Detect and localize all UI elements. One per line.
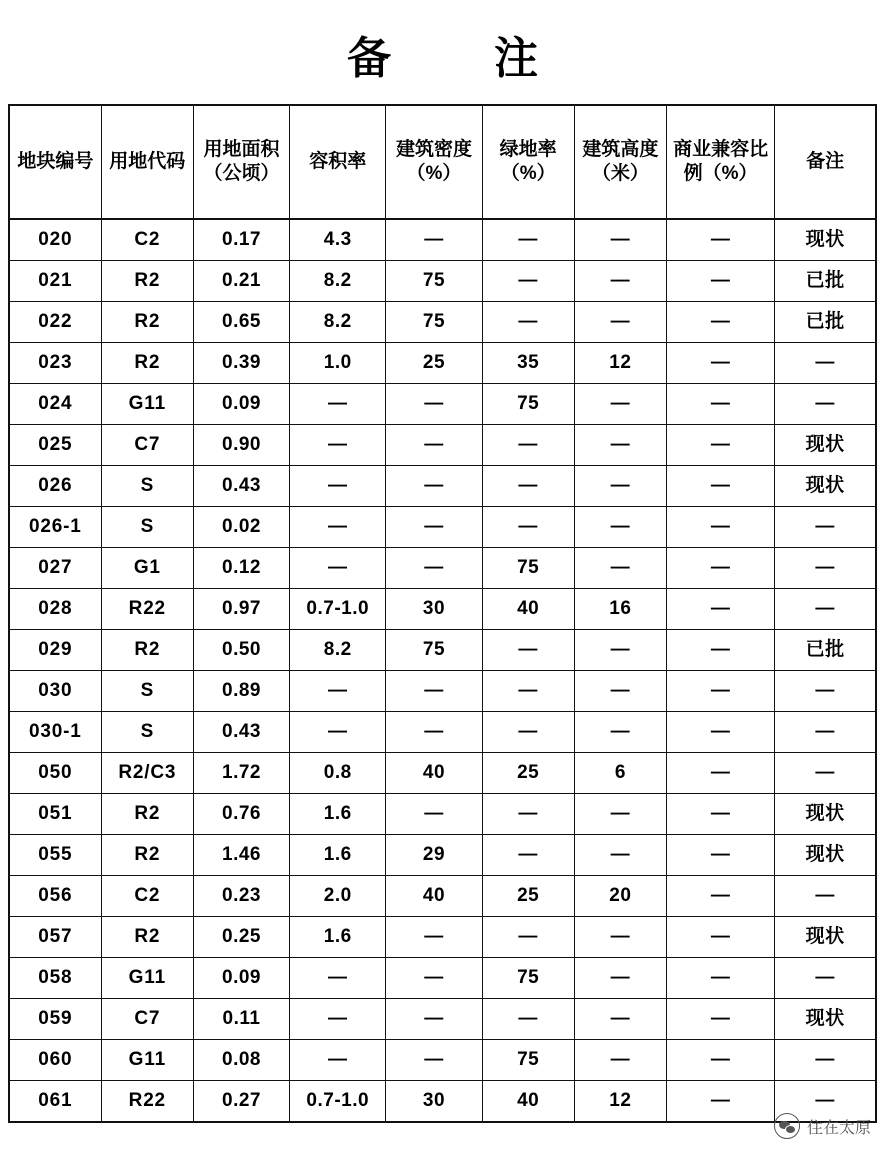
- table-row: [9, 343, 876, 384]
- table-cell: C2: [101, 876, 193, 917]
- column-header-label: 用地代码: [109, 150, 186, 172]
- table-cell: —: [482, 999, 574, 1040]
- table-cell: —: [775, 958, 876, 999]
- table-row: [9, 425, 876, 466]
- table-cell: 1.6: [290, 917, 386, 958]
- table-row: [9, 671, 876, 712]
- table-cell: —: [666, 794, 774, 835]
- table-cell: 0.7-1.0: [290, 589, 386, 630]
- table-cell: 75: [482, 1040, 574, 1081]
- table-cell: —: [775, 507, 876, 548]
- table-cell: 0.8: [290, 753, 386, 794]
- table-cell: —: [574, 712, 666, 753]
- table-cell: —: [386, 466, 482, 507]
- table-cell: —: [482, 794, 574, 835]
- table-cell: 40: [386, 876, 482, 917]
- table-cell: 12: [574, 1081, 666, 1123]
- table-row: [9, 999, 876, 1040]
- table-cell: 1.46: [193, 835, 289, 876]
- table-row: [9, 302, 876, 343]
- table-cell: 020: [9, 219, 101, 261]
- table-cell: 021: [9, 261, 101, 302]
- table-cell: G11: [101, 958, 193, 999]
- table-row: [9, 712, 876, 753]
- table-cell: S: [101, 671, 193, 712]
- table-cell: —: [666, 384, 774, 425]
- table-cell: —: [775, 671, 876, 712]
- table-row: [9, 219, 876, 261]
- table-cell: —: [775, 384, 876, 425]
- table-cell: —: [666, 712, 774, 753]
- table-cell: 0.43: [193, 712, 289, 753]
- table-cell: 现状: [775, 219, 876, 261]
- table-cell: —: [666, 261, 774, 302]
- table-cell: —: [482, 261, 574, 302]
- table-cell: —: [290, 671, 386, 712]
- wechat-icon: [774, 1113, 800, 1139]
- table-cell: —: [574, 958, 666, 999]
- table-row: [9, 507, 876, 548]
- table-cell: —: [775, 876, 876, 917]
- table-cell: S: [101, 466, 193, 507]
- table-cell: —: [386, 671, 482, 712]
- table-cell: —: [574, 999, 666, 1040]
- table-cell: 40: [386, 753, 482, 794]
- table-cell: 030: [9, 671, 101, 712]
- table-cell: —: [666, 507, 774, 548]
- table-header-row: [9, 105, 876, 219]
- table-cell: —: [574, 219, 666, 261]
- table-cell: —: [386, 507, 482, 548]
- column-header-land-code: [101, 105, 193, 219]
- table-cell: —: [775, 753, 876, 794]
- table-cell: 20: [574, 876, 666, 917]
- table-cell: 0.27: [193, 1081, 289, 1123]
- table-cell: —: [290, 958, 386, 999]
- table-cell: 75: [386, 261, 482, 302]
- table-cell: 051: [9, 794, 101, 835]
- table-cell: —: [666, 630, 774, 671]
- table-row: [9, 794, 876, 835]
- table-cell: 已批: [775, 261, 876, 302]
- table-cell: —: [482, 219, 574, 261]
- table-cell: —: [290, 548, 386, 589]
- table-cell: —: [775, 712, 876, 753]
- table-cell: —: [574, 548, 666, 589]
- table-body: [9, 219, 876, 1122]
- table-cell: —: [290, 507, 386, 548]
- table-cell: 35: [482, 343, 574, 384]
- footer-label: 住在太原: [806, 1119, 871, 1137]
- table-cell: 061: [9, 1081, 101, 1123]
- table-cell: R2: [101, 917, 193, 958]
- table-cell: 024: [9, 384, 101, 425]
- table-cell: —: [482, 466, 574, 507]
- column-header-label: 容积率: [309, 150, 367, 172]
- table-cell: —: [775, 343, 876, 384]
- table-cell: 0.65: [193, 302, 289, 343]
- table-row: [9, 835, 876, 876]
- column-header-label: 商业兼容比例（%）: [673, 138, 769, 184]
- table-cell: —: [482, 302, 574, 343]
- table-cell: 050: [9, 753, 101, 794]
- table-cell: —: [666, 917, 774, 958]
- table-cell: 0.39: [193, 343, 289, 384]
- table-row: [9, 958, 876, 999]
- table-cell: 0.76: [193, 794, 289, 835]
- table-cell: 0.21: [193, 261, 289, 302]
- table-cell: S: [101, 507, 193, 548]
- table-cell: 现状: [775, 794, 876, 835]
- table-cell: 028: [9, 589, 101, 630]
- table-cell: —: [574, 630, 666, 671]
- table-row: [9, 548, 876, 589]
- table-cell: G11: [101, 384, 193, 425]
- footer-watermark: [774, 1113, 871, 1139]
- table-cell: —: [574, 261, 666, 302]
- table-cell: C2: [101, 219, 193, 261]
- table-cell: —: [482, 425, 574, 466]
- table-cell: —: [574, 1040, 666, 1081]
- table-cell: R2: [101, 261, 193, 302]
- table-cell: 1.72: [193, 753, 289, 794]
- table-cell: —: [666, 548, 774, 589]
- table-cell: 8.2: [290, 261, 386, 302]
- table-cell: 2.0: [290, 876, 386, 917]
- table-cell: 0.17: [193, 219, 289, 261]
- table-cell: 0.12: [193, 548, 289, 589]
- table-row: [9, 876, 876, 917]
- table-cell: 060: [9, 1040, 101, 1081]
- table-cell: —: [386, 219, 482, 261]
- table-cell: R22: [101, 1081, 193, 1123]
- column-header-land-area: [193, 105, 289, 219]
- table-cell: 25: [386, 343, 482, 384]
- table-cell: 0.11: [193, 999, 289, 1040]
- table-cell: 75: [482, 958, 574, 999]
- table-cell: 0.25: [193, 917, 289, 958]
- table-cell: 6: [574, 753, 666, 794]
- table-cell: 0.23: [193, 876, 289, 917]
- table-cell: 16: [574, 589, 666, 630]
- table-cell: 75: [482, 548, 574, 589]
- table-cell: 0.43: [193, 466, 289, 507]
- table-cell: 现状: [775, 425, 876, 466]
- table-cell: 027: [9, 548, 101, 589]
- table-header: [9, 105, 876, 219]
- table-cell: —: [666, 958, 774, 999]
- table-cell: 75: [482, 384, 574, 425]
- table-cell: 现状: [775, 999, 876, 1040]
- table-cell: —: [386, 548, 482, 589]
- column-header-label: 用地面积（公顷）: [203, 138, 280, 184]
- table-cell: —: [574, 302, 666, 343]
- table-cell: 055: [9, 835, 101, 876]
- table-cell: C7: [101, 999, 193, 1040]
- column-header-commercial-ratio: [666, 105, 774, 219]
- table-cell: —: [666, 1081, 774, 1123]
- table-cell: 75: [386, 302, 482, 343]
- table-cell: —: [386, 794, 482, 835]
- table-cell: 0.50: [193, 630, 289, 671]
- table-cell: 023: [9, 343, 101, 384]
- table-cell: —: [574, 835, 666, 876]
- table-cell: —: [775, 1040, 876, 1081]
- table-cell: 75: [386, 630, 482, 671]
- table-row: [9, 1081, 876, 1123]
- table-cell: 0.09: [193, 384, 289, 425]
- table-cell: —: [482, 507, 574, 548]
- table-cell: —: [666, 466, 774, 507]
- table-cell: R2: [101, 343, 193, 384]
- table-cell: —: [482, 835, 574, 876]
- table-cell: R2: [101, 630, 193, 671]
- page-title: 备 注: [347, 34, 584, 83]
- table-row: [9, 917, 876, 958]
- table-cell: 30: [386, 1081, 482, 1123]
- table-row: [9, 261, 876, 302]
- table-cell: —: [666, 835, 774, 876]
- table-cell: 057: [9, 917, 101, 958]
- table-cell: —: [386, 384, 482, 425]
- table-cell: 0.90: [193, 425, 289, 466]
- table-cell: —: [574, 425, 666, 466]
- table-cell: 029: [9, 630, 101, 671]
- table-cell: —: [290, 1040, 386, 1081]
- table-cell: 40: [482, 589, 574, 630]
- table-cell: —: [290, 384, 386, 425]
- table-cell: —: [386, 958, 482, 999]
- table-cell: C7: [101, 425, 193, 466]
- table-cell: —: [775, 1081, 876, 1123]
- table-cell: —: [666, 343, 774, 384]
- table-cell: 1.0: [290, 343, 386, 384]
- column-header-remarks: [775, 105, 876, 219]
- table-cell: 4.3: [290, 219, 386, 261]
- table-cell: 40: [482, 1081, 574, 1123]
- table-cell: 025: [9, 425, 101, 466]
- table-cell: 0.08: [193, 1040, 289, 1081]
- column-header-building-density: [386, 105, 482, 219]
- table-cell: —: [666, 753, 774, 794]
- column-header-label: 地块编号: [17, 150, 94, 172]
- table-cell: 0.09: [193, 958, 289, 999]
- table-cell: 1.6: [290, 835, 386, 876]
- table-cell: 026-1: [9, 507, 101, 548]
- table-cell: 0.89: [193, 671, 289, 712]
- table-cell: 29: [386, 835, 482, 876]
- column-header-plot-no: [9, 105, 101, 219]
- table-row: [9, 630, 876, 671]
- table-cell: —: [482, 630, 574, 671]
- table-cell: —: [666, 589, 774, 630]
- table-cell: —: [386, 712, 482, 753]
- table-cell: —: [386, 425, 482, 466]
- table-cell: —: [482, 712, 574, 753]
- table-cell: —: [482, 917, 574, 958]
- table-cell: —: [574, 384, 666, 425]
- table-cell: R2: [101, 302, 193, 343]
- table-cell: R2: [101, 794, 193, 835]
- table-cell: 25: [482, 876, 574, 917]
- table-cell: —: [574, 466, 666, 507]
- table-cell: —: [290, 425, 386, 466]
- table-cell: —: [775, 589, 876, 630]
- table-cell: 0.02: [193, 507, 289, 548]
- table-cell: G11: [101, 1040, 193, 1081]
- table-cell: —: [290, 712, 386, 753]
- column-header-building-height: [574, 105, 666, 219]
- table-cell: R2: [101, 835, 193, 876]
- table-row: [9, 753, 876, 794]
- table-cell: —: [290, 999, 386, 1040]
- column-header-label: 建筑高度（米）: [582, 138, 659, 184]
- table-cell: —: [574, 917, 666, 958]
- table-row: [9, 384, 876, 425]
- table-row: [9, 1040, 876, 1081]
- table-cell: —: [290, 466, 386, 507]
- table-cell: —: [666, 1040, 774, 1081]
- table-cell: 已批: [775, 302, 876, 343]
- table-cell: 8.2: [290, 302, 386, 343]
- table-cell: —: [666, 671, 774, 712]
- table-cell: 059: [9, 999, 101, 1040]
- table-cell: 30: [386, 589, 482, 630]
- table-cell: —: [574, 507, 666, 548]
- table-cell: —: [666, 302, 774, 343]
- table-cell: 8.2: [290, 630, 386, 671]
- table-cell: —: [386, 999, 482, 1040]
- table-cell: 12: [574, 343, 666, 384]
- table-cell: 056: [9, 876, 101, 917]
- table-cell: —: [775, 548, 876, 589]
- table-cell: 058: [9, 958, 101, 999]
- table-cell: 25: [482, 753, 574, 794]
- table-cell: R22: [101, 589, 193, 630]
- table-cell: —: [386, 1040, 482, 1081]
- table-cell: —: [666, 425, 774, 466]
- table-cell: —: [666, 876, 774, 917]
- table-cell: 030-1: [9, 712, 101, 753]
- table-cell: 0.7-1.0: [290, 1081, 386, 1123]
- table-cell: —: [666, 999, 774, 1040]
- table-row: [9, 466, 876, 507]
- table-cell: 已批: [775, 630, 876, 671]
- table-cell: —: [574, 794, 666, 835]
- table-row: [9, 589, 876, 630]
- table-cell: —: [386, 917, 482, 958]
- table-cell: 现状: [775, 835, 876, 876]
- table-cell: S: [101, 712, 193, 753]
- table-cell: 现状: [775, 466, 876, 507]
- table-cell: —: [482, 671, 574, 712]
- land-plot-spec-table: [8, 104, 877, 1123]
- column-header-label: 绿地率（%）: [499, 138, 557, 184]
- column-header-label: 备注: [806, 150, 845, 172]
- table-cell: 022: [9, 302, 101, 343]
- table-cell: —: [666, 219, 774, 261]
- table-cell: 026: [9, 466, 101, 507]
- table-cell: 0.97: [193, 589, 289, 630]
- column-header-far: [290, 105, 386, 219]
- table-cell: R2/C3: [101, 753, 193, 794]
- column-header-label: 建筑密度（%）: [395, 138, 472, 184]
- column-header-green-ratio: [482, 105, 574, 219]
- table-cell: 1.6: [290, 794, 386, 835]
- table-cell: —: [574, 671, 666, 712]
- table-cell: G1: [101, 548, 193, 589]
- table-cell: 现状: [775, 917, 876, 958]
- table-container: [0, 104, 885, 1123]
